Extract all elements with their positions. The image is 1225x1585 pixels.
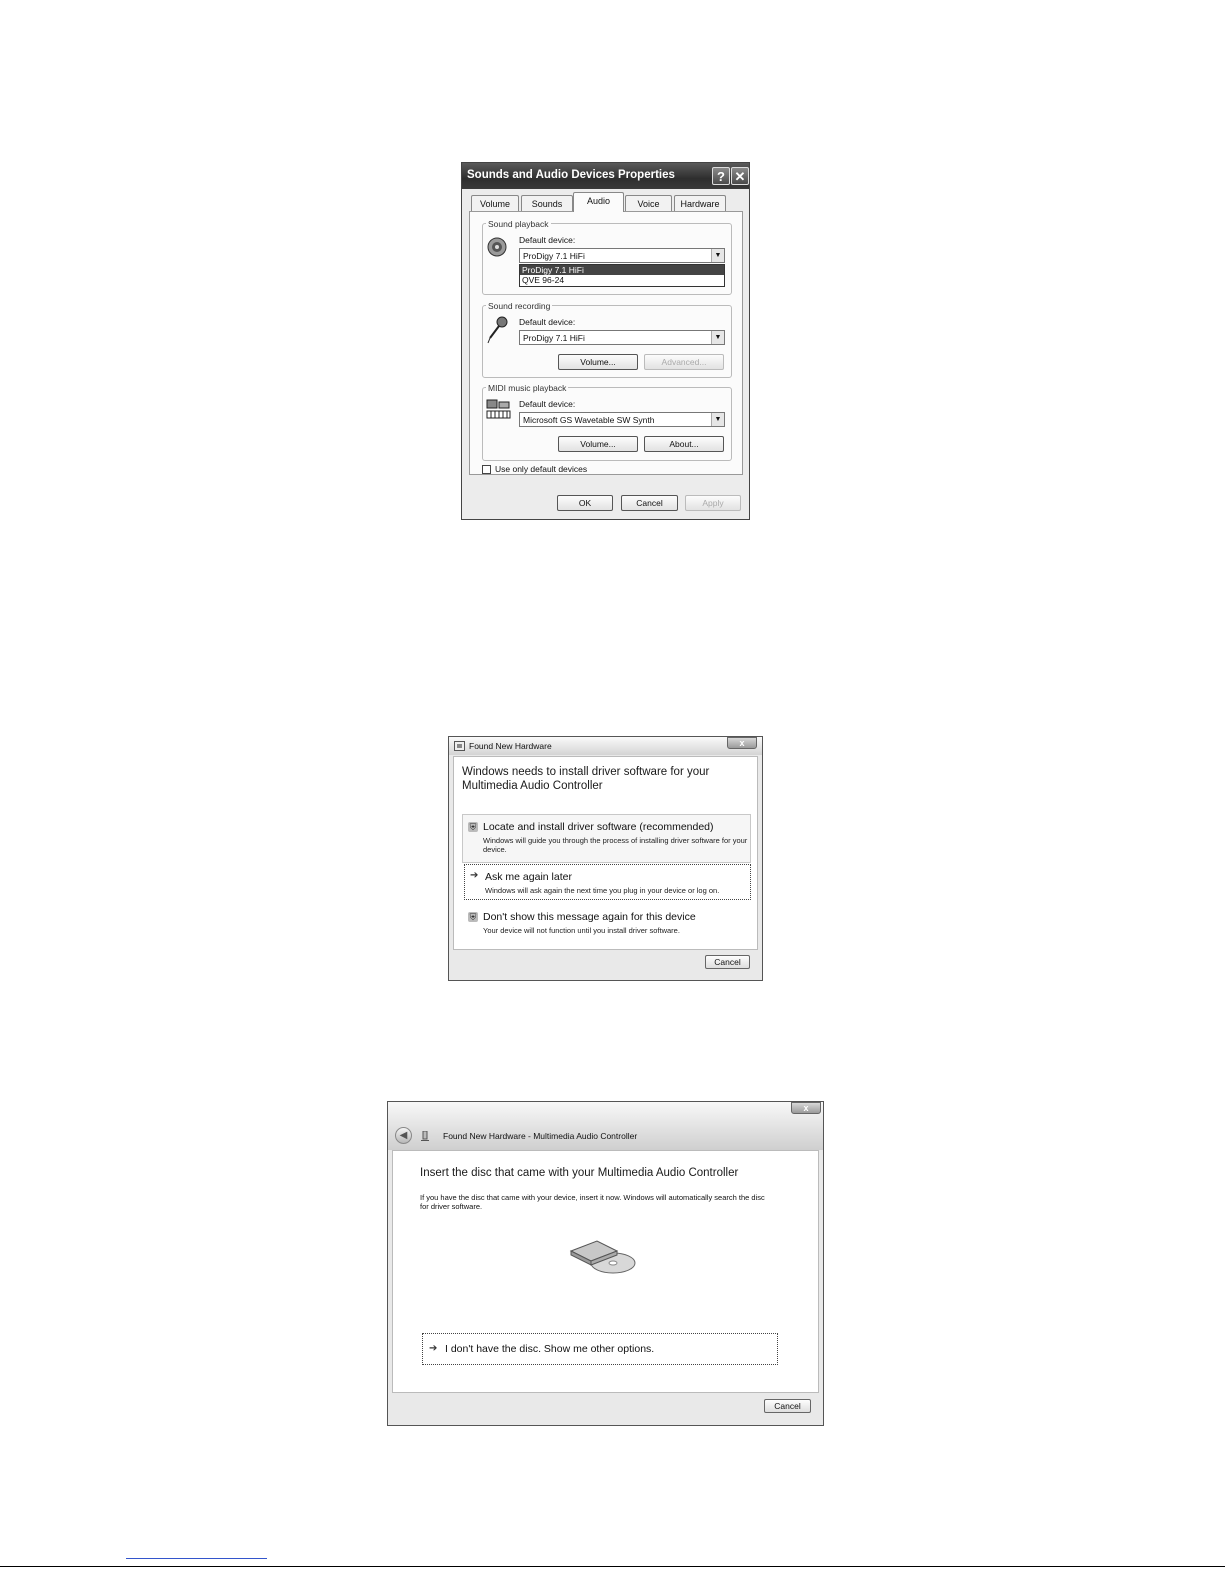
found-new-hardware-dialog bbox=[448, 736, 763, 981]
use-only-default-label: Use only default devices bbox=[495, 464, 588, 474]
sound-playback-label: Sound playback bbox=[488, 219, 549, 229]
cancel-button[interactable]: Cancel bbox=[764, 1399, 811, 1413]
playback-device-label: Default device: bbox=[519, 235, 576, 245]
option-dont-show[interactable] bbox=[462, 904, 751, 940]
arrow-icon: ➔ bbox=[470, 870, 479, 881]
option-ask-later[interactable] bbox=[464, 864, 751, 900]
chevron-down-icon[interactable]: ▼ bbox=[711, 249, 724, 262]
title-bar bbox=[462, 163, 749, 189]
cancel-button[interactable]: Cancel bbox=[621, 495, 678, 511]
audio-tab-panel bbox=[469, 211, 743, 475]
recording-volume-button[interactable]: Volume... bbox=[558, 354, 638, 370]
midi-about-button[interactable]: About... bbox=[644, 436, 724, 452]
option-subtitle: Windows will ask again the next time you plug in your device or log on. bbox=[485, 886, 720, 895]
use-only-default-checkbox[interactable] bbox=[482, 465, 491, 474]
microphone-icon bbox=[486, 316, 510, 344]
page-bottom-rule bbox=[0, 1566, 1225, 1567]
hardware-icon bbox=[454, 741, 465, 751]
tab-sounds[interactable]: Sounds bbox=[521, 195, 573, 211]
found-new-hardware-wizard bbox=[387, 1101, 824, 1426]
dropdown-option[interactable]: ProDigy 7.1 HiFi bbox=[520, 265, 724, 275]
midi-keyboard-icon bbox=[486, 398, 512, 420]
arrow-icon: ➔ bbox=[429, 1343, 438, 1354]
dialog-content bbox=[392, 1150, 819, 1393]
speaker-icon bbox=[486, 236, 510, 260]
midi-volume-button[interactable]: Volume... bbox=[558, 436, 638, 452]
close-button[interactable]: x bbox=[727, 737, 757, 749]
chevron-down-icon[interactable]: ▼ bbox=[711, 331, 724, 344]
playback-selected-value: ProDigy 7.1 HiFi bbox=[523, 251, 585, 261]
option-locate-install[interactable] bbox=[462, 814, 751, 863]
title-bar bbox=[449, 737, 762, 755]
playback-device-combo[interactable] bbox=[519, 248, 725, 263]
midi-selected-value: Microsoft GS Wavetable SW Synth bbox=[523, 415, 655, 425]
dialog-heading: Insert the disc that came with your Multimedia Audio Controller bbox=[420, 1167, 739, 1179]
tab-audio[interactable]: Audio bbox=[573, 192, 624, 212]
option-title: Locate and install driver software (recommended) bbox=[483, 821, 714, 833]
midi-device-combo[interactable] bbox=[519, 412, 725, 427]
dialog-title: Sounds and Audio Devices Properties bbox=[467, 169, 675, 181]
back-arrow-icon[interactable]: ◀ bbox=[395, 1127, 412, 1144]
option-no-disc[interactable] bbox=[422, 1333, 778, 1365]
ok-button[interactable]: OK bbox=[557, 495, 613, 511]
chevron-down-icon[interactable]: ▼ bbox=[711, 413, 724, 426]
cancel-button[interactable]: Cancel bbox=[705, 955, 750, 969]
shield-icon: ⛨ bbox=[469, 822, 477, 832]
footnote-rule bbox=[126, 1558, 267, 1559]
option-title: Ask me again later bbox=[485, 871, 572, 883]
help-button[interactable]: ? bbox=[712, 167, 730, 185]
midi-playback-label: MIDI music playback bbox=[488, 383, 567, 393]
recording-device-label: Default device: bbox=[519, 317, 576, 327]
close-button[interactable]: x bbox=[791, 1102, 821, 1114]
hardware-icon bbox=[421, 1131, 429, 1141]
close-button[interactable]: ✕ bbox=[731, 167, 749, 185]
playback-dropdown-list[interactable] bbox=[519, 264, 725, 287]
dialog-heading: Windows needs to install driver software for your Multimedia Audio Controller bbox=[462, 766, 710, 792]
option-subtitle: Your device will not function until you install driver software. bbox=[483, 926, 680, 935]
title-bar bbox=[388, 1102, 823, 1150]
tab-hardware[interactable]: Hardware bbox=[674, 195, 726, 211]
option-title: I don't have the disc. Show me other options. bbox=[445, 1343, 655, 1355]
option-title: Don't show this message again for this device bbox=[483, 911, 696, 923]
midi-device-label: Default device: bbox=[519, 399, 576, 409]
option-subtitle: Windows will guide you through the process of installing driver software for your device. bbox=[483, 836, 748, 854]
disc-icon bbox=[567, 1237, 637, 1277]
dialog-title: Found New Hardware - Multimedia Audio Controller bbox=[443, 1131, 638, 1141]
dropdown-option[interactable]: QVE 96-24 bbox=[522, 275, 565, 285]
recording-selected-value: ProDigy 7.1 HiFi bbox=[523, 333, 585, 343]
dialog-body-text: If you have the disc that came with your device, insert it now. Windows will automatically search the disc for driver software. bbox=[420, 1193, 765, 1211]
shield-icon: ⛨ bbox=[469, 912, 477, 922]
tab-voice[interactable]: Voice bbox=[625, 195, 672, 211]
dialog-title: Found New Hardware bbox=[469, 741, 552, 751]
sound-audio-properties-dialog bbox=[461, 162, 750, 520]
apply-button[interactable]: Apply bbox=[685, 495, 741, 511]
dialog-content bbox=[453, 756, 758, 950]
tab-volume[interactable]: Volume bbox=[471, 195, 519, 211]
recording-device-combo[interactable] bbox=[519, 330, 725, 345]
recording-advanced-button[interactable]: Advanced... bbox=[644, 354, 724, 370]
sound-recording-label: Sound recording bbox=[488, 301, 551, 311]
